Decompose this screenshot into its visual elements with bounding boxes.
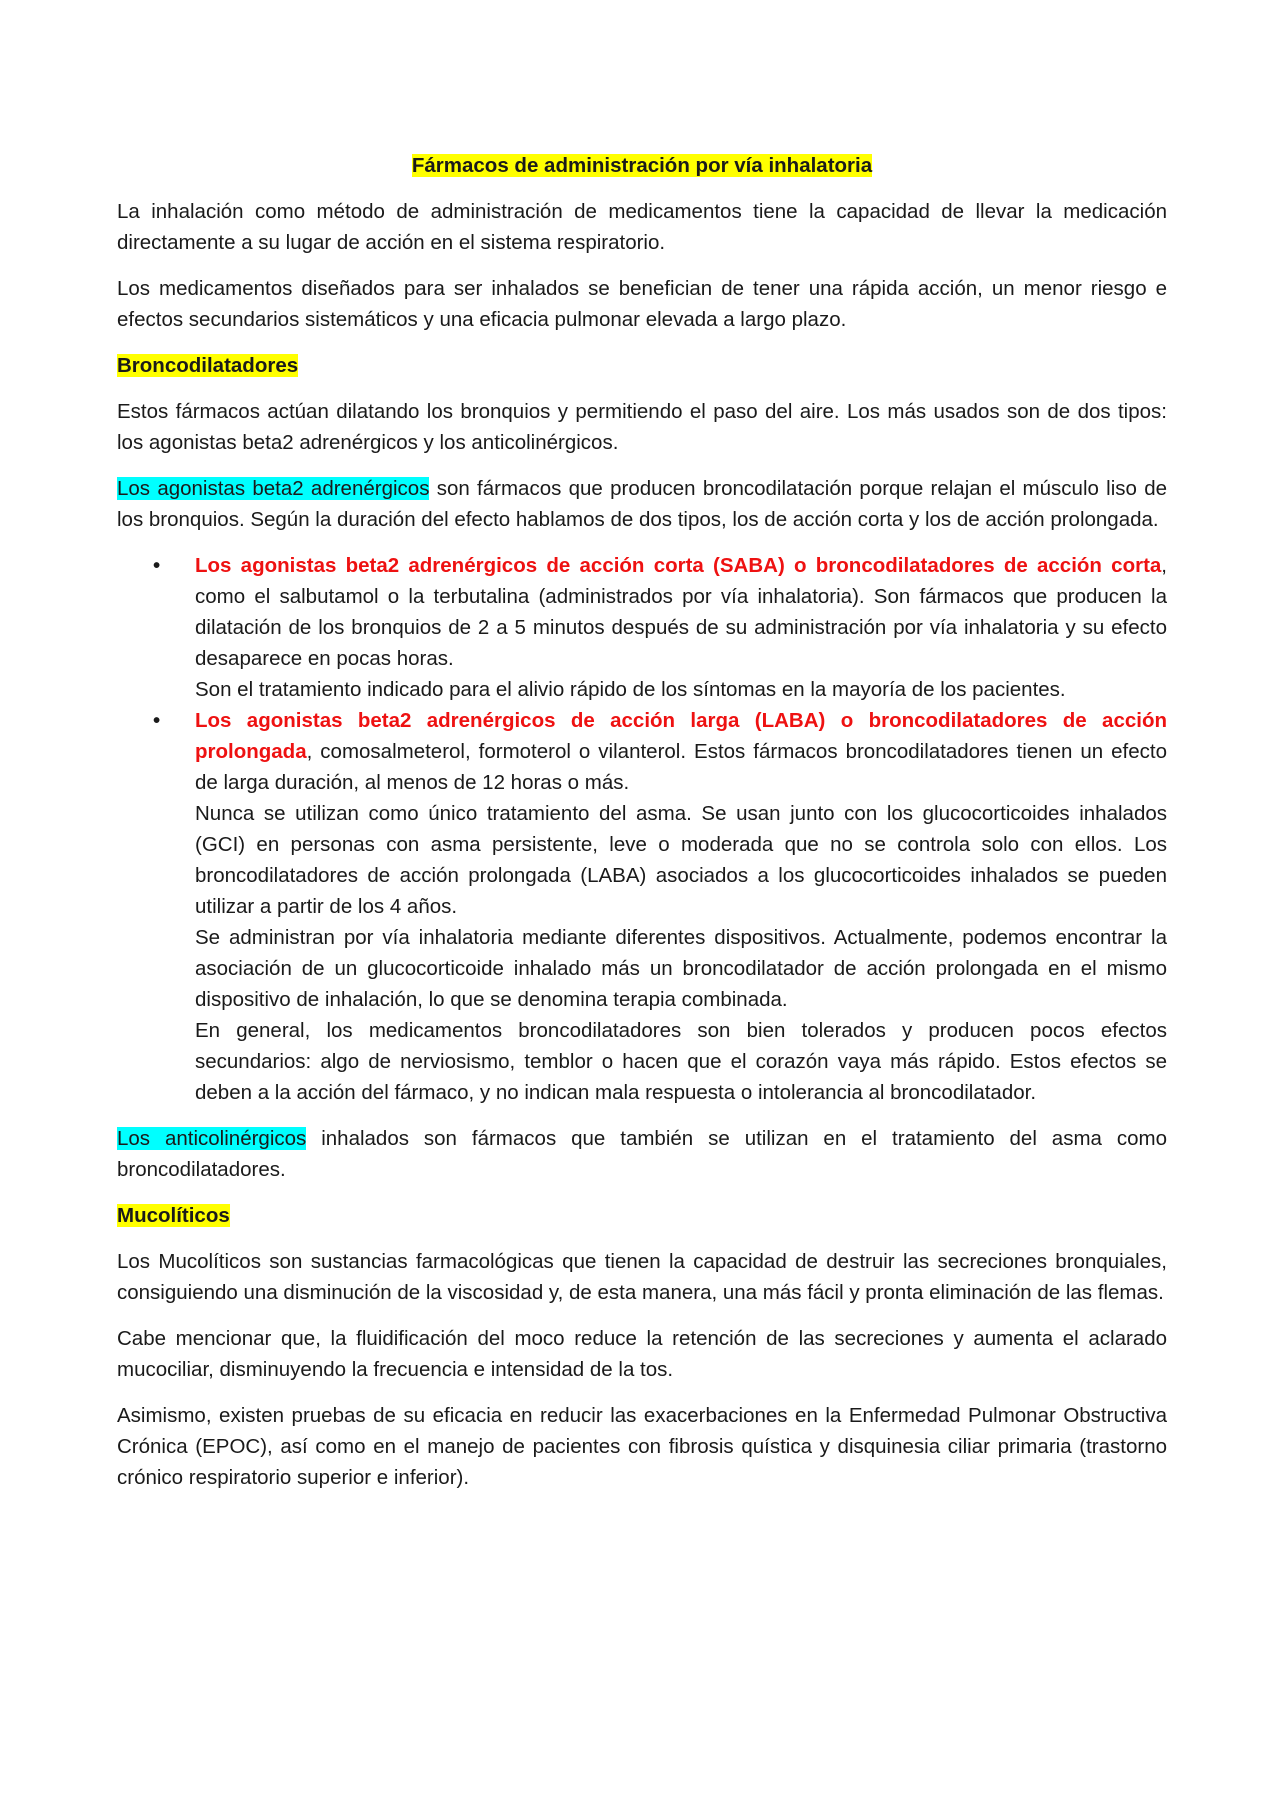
saba-text: , como el salbutamol o la terbutalina (administrados por vía inhalatoria). Son fármacos que producen la dilatación de los bronquios de 2 a 5 minutos después de su administración por vía inhalatoria y su efecto desaparece en pocas horas. — [195, 554, 1167, 670]
section-heading-mucoliticos — [117, 1200, 1167, 1231]
heading-highlight: Mucolíticos — [117, 1204, 230, 1227]
anticolinergicos-highlight: Los anticolinérgicos — [117, 1127, 307, 1150]
title-highlight: Fármacos de administración por vía inhalatoria — [411, 154, 873, 177]
saba-sub-1: Son el tratamiento indicado para el alivio rápido de los síntomas en la mayoría de los pacientes. — [195, 678, 1066, 701]
bullet-list — [117, 550, 1167, 1108]
agonistas-text: son fármacos que producen broncodilatación porque relajan el músculo liso de los bronquios. Según la duración del efecto hablamos de dos tipos, los de acción corta y los de acción prolongada. — [117, 477, 1168, 531]
anticolinergicos-paragraph — [117, 1123, 1167, 1185]
laba-sub-2: Se administran por vía inhalatoria mediante diferentes dispositivos. Actualmente, podemos encontrar la asociación de un glucocorticoide inhalado más un broncodilatador de acción prolongada en el mismo dispositivo de inhalación, lo que se denomina terapia combinada. — [195, 926, 1167, 1011]
document-page — [117, 150, 1167, 1508]
saba-bold-text: Los agonistas beta2 adrenérgicos de acción corta (SABA) o broncodilatadores de acción corta — [195, 554, 1162, 577]
mucoliticos-paragraph-2: Cabe mencionar que, la fluidificación del moco reduce la retención de las secreciones y aumenta el aclarado mucociliar, disminuyendo la frecuencia e intensidad de la tos. — [117, 1327, 1167, 1381]
list-item-saba — [117, 550, 1167, 705]
document-title — [117, 150, 1167, 181]
list-item-laba — [117, 705, 1167, 1108]
laba-bold-text: Los agonistas beta2 adrenérgicos de acción larga (LABA) o broncodilatadores de acción prolongada — [195, 709, 1167, 763]
heading-highlight: Broncodilatadores — [117, 354, 299, 377]
anticolinergicos-text: inhalados son fármacos que también se utilizan en el tratamiento del asma como broncodilatadores. — [117, 1127, 1167, 1181]
agonistas-highlight: Los agonistas beta2 adrenérgicos — [117, 477, 430, 500]
mucoliticos-paragraph-1: Los Mucolíticos son sustancias farmacológicas que tienen la capacidad de destruir las secreciones bronquiales, consiguiendo una disminución de la viscosidad y, de esta manera, una más fácil y pronta eliminación de las flemas. — [117, 1250, 1167, 1304]
laba-sub-1: Nunca se utilizan como único tratamiento del asma. Se usan junto con los glucocorticoides inhalados (GCI) en personas con asma persistente, leve o moderada que no se controla solo con ellos. Los broncodilatadores de acción prolongada (LABA) asociados a los glucocorticoides inhalados se pueden utilizar a partir de los 4 años. — [195, 802, 1167, 918]
bullet-icon: • — [153, 709, 161, 732]
intro-paragraph-1: La inhalación como método de administración de medicamentos tiene la capacidad de llevar la medicación directamente a su lugar de acción en el sistema respiratorio. — [117, 200, 1167, 254]
laba-text: , comosalmeterol, formoterol o vilanterol. Estos fármacos broncodilatadores tienen un efecto de larga duración, al menos de 12 horas o más. — [195, 740, 1167, 794]
laba-sub-3: En general, los medicamentos broncodilatadores son bien tolerados y producen pocos efectos secundarios: algo de nerviosismo, temblor o hacen que el corazón vaya más rápido. Estos efectos se deben a la acción del fármaco, y no indican mala respuesta o intolerancia al broncodilatador. — [195, 1019, 1167, 1104]
broncodilatadores-paragraph: Estos fármacos actúan dilatando los bronquios y permitiendo el paso del aire. Los más usados son de dos tipos: los agonistas beta2 adrenérgicos y los anticolinérgicos. — [117, 400, 1167, 454]
intro-paragraph-2: Los medicamentos diseñados para ser inhalados se benefician de tener una rápida acción, un menor riesgo e efectos secundarios sistemáticos y una eficacia pulmonar elevada a largo plazo. — [117, 277, 1167, 331]
mucoliticos-paragraph-3: Asimismo, existen pruebas de su eficacia en reducir las exacerbaciones en la Enfermedad Pulmonar Obstructiva Crónica (EPOC), así como en el manejo de pacientes con fibrosis quística y disquinesia ciliar primaria (trastorno crónico respiratorio superior e inferior). — [117, 1404, 1167, 1489]
agonistas-paragraph — [117, 473, 1167, 535]
section-heading-broncodilatadores — [117, 350, 1167, 381]
bullet-icon: • — [153, 554, 161, 577]
